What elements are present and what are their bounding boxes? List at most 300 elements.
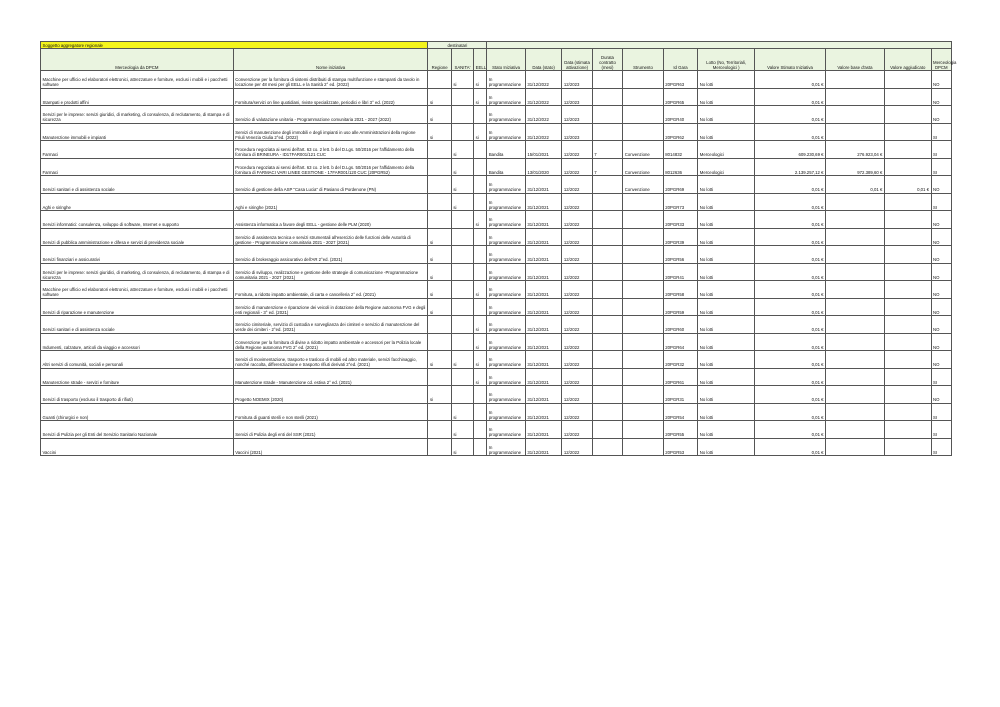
- col-strumento[interactable]: Strumento: [623, 49, 664, 71]
- cell-merceologia[interactable]: Servizi finanziari e assicurativi: [41, 246, 234, 264]
- cell-merceologia[interactable]: Farmaci: [41, 141, 234, 159]
- cell-regione[interactable]: [428, 141, 451, 159]
- col-valore-aggiudicato[interactable]: Valore aggiudicato: [884, 49, 931, 71]
- cell-eell[interactable]: [474, 228, 487, 246]
- cell-eell[interactable]: [474, 106, 487, 124]
- table-row[interactable]: [41, 351, 952, 369]
- cell-merceologia[interactable]: Servizi di Pulizia per gli Enti del Servizio Sanitario Nazionale: [41, 421, 234, 439]
- cell-data-attivazione[interactable]: 12/2022: [562, 403, 592, 421]
- cell-stato[interactable]: Bandita: [487, 158, 526, 176]
- cell-valore-stimato[interactable]: 0,01 €: [755, 333, 826, 351]
- cell-id-gara[interactable]: 20PGR58: [663, 281, 697, 299]
- cell-lotto[interactable]: No lotti: [698, 193, 755, 211]
- cell-id-gara[interactable]: 20PGR60: [663, 316, 697, 334]
- cell-id-gara[interactable]: 20PGR73: [663, 193, 697, 211]
- cell-stato[interactable]: In programmazione: [487, 246, 526, 264]
- cell-lotto[interactable]: No lotti: [698, 421, 755, 439]
- cell-sanita[interactable]: si: [451, 421, 473, 439]
- cell-data-attivazione[interactable]: 12/2022: [562, 228, 592, 246]
- cell-valore-base[interactable]: 972.389,60 €: [826, 158, 885, 176]
- cell-merceologia-dpcm[interactable]: NO: [931, 176, 951, 194]
- cell-sanita[interactable]: si: [451, 193, 473, 211]
- cell-valore-base[interactable]: [826, 368, 885, 386]
- cell-valore-base[interactable]: [826, 88, 885, 106]
- cell-nome[interactable]: Servizio di sviluppo, realizzazione e gestione delle strategie di comunicazione -Programmazione comunitaria 2021 - 2027 (2021): [233, 263, 428, 281]
- cell-nome[interactable]: Procedura negoziata ai sensi dell'art. 63 co. 2 lett. b del D.Lgs. 50/2016 per l'affidamento della fornitura di BRINEURA - ID17FAR001/121 CUC: [233, 141, 428, 159]
- cell-lotto[interactable]: No lotti: [698, 403, 755, 421]
- cell-regione[interactable]: si: [428, 298, 451, 316]
- cell-valore-base[interactable]: [826, 298, 885, 316]
- cell-lotto[interactable]: No lotti: [698, 71, 755, 89]
- cell-valore-aggiudicato[interactable]: 0,01 €: [884, 176, 931, 194]
- cell-data-attivazione[interactable]: 12/2022: [562, 141, 592, 159]
- cell-id-gara[interactable]: 20PGR54: [663, 403, 697, 421]
- cell-data-stato[interactable]: 31/12/2021: [525, 211, 562, 229]
- cell-valore-base[interactable]: [826, 246, 885, 264]
- cell-valore-base[interactable]: [826, 211, 885, 229]
- table-row[interactable]: [41, 106, 952, 124]
- cell-strumento[interactable]: [623, 123, 664, 141]
- cell-valore-stimato[interactable]: 0,01 €: [755, 298, 826, 316]
- cell-stato[interactable]: In programmazione: [487, 351, 526, 369]
- cell-data-attivazione[interactable]: 12/2022: [562, 158, 592, 176]
- cell-nome[interactable]: Fornitura/servizi on line quotidiani, riviste specializzate, periodici e libri 3° ed. (2022): [233, 88, 428, 106]
- cell-data-attivazione[interactable]: 12/2023: [562, 71, 592, 89]
- cell-sanita[interactable]: si: [451, 158, 473, 176]
- cell-regione[interactable]: [428, 316, 451, 334]
- cell-data-attivazione[interactable]: 12/2022: [562, 211, 592, 229]
- cell-nome[interactable]: Vaccini (2021): [233, 438, 428, 456]
- cell-regione[interactable]: [428, 333, 451, 351]
- cell-strumento[interactable]: Convenzione: [623, 158, 664, 176]
- cell-valore-base[interactable]: [826, 123, 885, 141]
- cell-data-stato[interactable]: 31/12/2021: [525, 333, 562, 351]
- cell-stato[interactable]: In programmazione: [487, 211, 526, 229]
- cell-data-stato[interactable]: 31/12/2021: [525, 386, 562, 404]
- cell-strumento[interactable]: [623, 211, 664, 229]
- cell-strumento[interactable]: [623, 421, 664, 439]
- cell-stato[interactable]: In programmazione: [487, 438, 526, 456]
- cell-valore-base[interactable]: [826, 263, 885, 281]
- cell-merceologia[interactable]: Macchine per ufficio ed elaboratori elettronici, attrezzature e forniture, esclusi i mobili e i pacchetti software: [41, 281, 234, 299]
- cell-valore-aggiudicato[interactable]: [884, 88, 931, 106]
- cell-merceologia[interactable]: Guanti (chirurgici e non): [41, 403, 234, 421]
- cell-durata[interactable]: [592, 281, 622, 299]
- cell-eell[interactable]: si: [474, 281, 487, 299]
- cell-merceologia[interactable]: Macchine per ufficio ed elaboratori elettronici, attrezzature e forniture, esclusi i mobili e i pacchetti software: [41, 71, 234, 89]
- cell-stato[interactable]: In programmazione: [487, 106, 526, 124]
- cell-id-gara[interactable]: 20PGR55: [663, 421, 697, 439]
- cell-merceologia[interactable]: Manutenzione strade - servizi e forniture: [41, 368, 234, 386]
- cell-valore-aggiudicato[interactable]: [884, 333, 931, 351]
- cell-eell[interactable]: si: [474, 71, 487, 89]
- cell-sanita[interactable]: si: [451, 403, 473, 421]
- cell-valore-aggiudicato[interactable]: [884, 368, 931, 386]
- cell-nome[interactable]: Servizio di valutazione unitaria - Programmazione comunitaria 2021 - 2027 (2022): [233, 106, 428, 124]
- cell-strumento[interactable]: [623, 228, 664, 246]
- col-sanita[interactable]: SANITA': [451, 49, 473, 71]
- cell-merceologia-dpcm[interactable]: NO: [931, 246, 951, 264]
- cell-data-attivazione[interactable]: 12/2022: [562, 176, 592, 194]
- cell-id-gara[interactable]: 20PGR53: [663, 438, 697, 456]
- cell-nome[interactable]: Servizio cimiteriale, servizio di custodia e sorveglianza dei cimiteri e servizio di manutenzione del verde dei cimiteri - 2°ed. (2021): [233, 316, 428, 334]
- cell-merceologia[interactable]: Manutenzione immobili e impianti: [41, 123, 234, 141]
- cell-id-gara[interactable]: 8012636: [663, 158, 697, 176]
- cell-durata[interactable]: [592, 403, 622, 421]
- cell-merceologia[interactable]: Vaccini: [41, 438, 234, 456]
- cell-data-stato[interactable]: 31/12/2021: [525, 228, 562, 246]
- cell-eell[interactable]: [474, 386, 487, 404]
- cell-strumento[interactable]: Convenzione: [623, 141, 664, 159]
- cell-valore-stimato[interactable]: 0,01 €: [755, 281, 826, 299]
- cell-sanita[interactable]: [451, 316, 473, 334]
- cell-merceologia-dpcm[interactable]: NO: [931, 351, 951, 369]
- cell-lotto[interactable]: No lotti: [698, 316, 755, 334]
- cell-merceologia-dpcm[interactable]: SI: [931, 438, 951, 456]
- cell-eell[interactable]: si: [474, 351, 487, 369]
- table-row[interactable]: [41, 228, 952, 246]
- table-row[interactable]: [41, 421, 952, 439]
- cell-stato[interactable]: In programmazione: [487, 123, 526, 141]
- cell-id-gara[interactable]: 20PGR40: [663, 106, 697, 124]
- cell-valore-base[interactable]: [826, 333, 885, 351]
- cell-data-stato[interactable]: 31/12/2021: [525, 246, 562, 264]
- cell-lotto[interactable]: Merceologici: [698, 158, 755, 176]
- cell-eell[interactable]: [474, 438, 487, 456]
- col-valore-stimato[interactable]: Valore Stimato Iniziativa: [755, 49, 826, 71]
- cell-data-attivazione[interactable]: 12/2023: [562, 123, 592, 141]
- cell-lotto[interactable]: No lotti: [698, 263, 755, 281]
- cell-nome[interactable]: Servizio di gestione della ASP "Casa Lucia" di Pasiano di Pordenone (PN): [233, 176, 428, 194]
- cell-nome[interactable]: Procedura negoziata ai sensi dell'art. 63 co. 2 lett. b del D.Lgs. 50/2016 per l'affidamento della fornitura di FARMACI VARI LINEE GESTIONE - 17FAR001/120 CUC (20PGR52): [233, 158, 428, 176]
- cell-merceologia-dpcm[interactable]: NO: [931, 88, 951, 106]
- cell-regione[interactable]: [428, 421, 451, 439]
- cell-strumento[interactable]: [623, 403, 664, 421]
- cell-eell[interactable]: [474, 176, 487, 194]
- cell-strumento[interactable]: [623, 88, 664, 106]
- cell-lotto[interactable]: No lotti: [698, 333, 755, 351]
- cell-merceologia[interactable]: Servizi sanitari e di assistenza sociale: [41, 176, 234, 194]
- cell-eell[interactable]: [474, 193, 487, 211]
- cell-strumento[interactable]: [623, 386, 664, 404]
- cell-valore-base[interactable]: [826, 228, 885, 246]
- cell-durata[interactable]: [592, 88, 622, 106]
- cell-nome[interactable]: Aghi e siringhe (2021): [233, 193, 428, 211]
- cell-id-gara[interactable]: 20PGR31: [663, 386, 697, 404]
- cell-data-stato[interactable]: 31/12/2021: [525, 193, 562, 211]
- col-valore-base[interactable]: Valore base d'asta: [826, 49, 885, 71]
- cell-data-stato[interactable]: 31/12/2021: [525, 351, 562, 369]
- cell-nome[interactable]: Manutenzione strade - Manutenzione cd. estiva 2° ed. (2021): [233, 368, 428, 386]
- cell-durata[interactable]: [592, 228, 622, 246]
- cell-eell[interactable]: si: [474, 368, 487, 386]
- cell-durata[interactable]: [592, 368, 622, 386]
- cell-valore-stimato[interactable]: 0,01 €: [755, 368, 826, 386]
- cell-valore-aggiudicato[interactable]: [884, 211, 931, 229]
- cell-data-stato[interactable]: 31/12/2021: [525, 368, 562, 386]
- cell-data-stato[interactable]: 31/12/2022: [525, 123, 562, 141]
- cell-nome[interactable]: Servizi di movimentazione, trasporto e trasloco di mobili ed altro materiale, servizi facchinaggio, nonché raccolta, differenziazione e trasporto rifiuti derivati 2°ed. (2021): [233, 351, 428, 369]
- cell-id-gara[interactable]: 20PGR59: [663, 298, 697, 316]
- cell-data-attivazione[interactable]: 12/2022: [562, 386, 592, 404]
- table-row[interactable]: [41, 193, 952, 211]
- cell-regione[interactable]: [428, 438, 451, 456]
- cell-valore-base[interactable]: [826, 386, 885, 404]
- col-stato[interactable]: Stato Iniziativa: [487, 49, 526, 71]
- cell-stato[interactable]: In programmazione: [487, 386, 526, 404]
- cell-data-attivazione[interactable]: 12/2022: [562, 193, 592, 211]
- cell-stato[interactable]: In programmazione: [487, 298, 526, 316]
- cell-sanita[interactable]: si: [451, 438, 473, 456]
- table-row[interactable]: [41, 211, 952, 229]
- cell-id-gara[interactable]: 20PGR62: [663, 123, 697, 141]
- cell-merceologia-dpcm[interactable]: NO: [931, 106, 951, 124]
- cell-merceologia-dpcm[interactable]: NO: [931, 298, 951, 316]
- cell-merceologia-dpcm[interactable]: SI: [931, 158, 951, 176]
- cell-eell[interactable]: si: [474, 316, 487, 334]
- col-merceologia-dpcm[interactable]: Merceologia DPCM: [931, 49, 951, 71]
- cell-data-attivazione[interactable]: 12/2022: [562, 438, 592, 456]
- cell-merceologia-dpcm[interactable]: NO: [931, 263, 951, 281]
- cell-eell[interactable]: [474, 246, 487, 264]
- cell-strumento[interactable]: [623, 193, 664, 211]
- cell-data-attivazione[interactable]: 12/2022: [562, 351, 592, 369]
- cell-merceologia[interactable]: Servizi di pubblica amministrazione e difesa e servizi di previdenza sociale: [41, 228, 234, 246]
- cell-stato[interactable]: In programmazione: [487, 368, 526, 386]
- cell-data-stato[interactable]: 31/12/2021: [525, 438, 562, 456]
- cell-durata[interactable]: [592, 263, 622, 281]
- cell-nome[interactable]: Assistenza informatica a favore degli EELL - gestione delle PLM (2020): [233, 211, 428, 229]
- cell-valore-aggiudicato[interactable]: [884, 351, 931, 369]
- cell-merceologia-dpcm[interactable]: NO: [931, 281, 951, 299]
- cell-sanita[interactable]: [451, 246, 473, 264]
- cell-data-attivazione[interactable]: 12/2022: [562, 316, 592, 334]
- cell-valore-aggiudicato[interactable]: [884, 316, 931, 334]
- cell-strumento[interactable]: [623, 316, 664, 334]
- cell-valore-stimato[interactable]: 609.230,69 €: [755, 141, 826, 159]
- cell-durata[interactable]: [592, 193, 622, 211]
- cell-eell[interactable]: si: [474, 333, 487, 351]
- cell-nome[interactable]: Servizio di assistenza tecnica e servizi strumentali all'esercizio delle funzioni delle Autorità di gestione - Programmazione comunitaria 2021 - 2027 (2021): [233, 228, 428, 246]
- cell-valore-stimato[interactable]: 0,01 €: [755, 263, 826, 281]
- cell-durata[interactable]: [592, 176, 622, 194]
- cell-data-attivazione[interactable]: 12/2022: [562, 368, 592, 386]
- cell-valore-base[interactable]: [826, 316, 885, 334]
- cell-data-attivazione[interactable]: 12/2022: [562, 421, 592, 439]
- cell-nome[interactable]: Fornitura di guanti sterili e non sterili (2021): [233, 403, 428, 421]
- cell-lotto[interactable]: No lotti: [698, 368, 755, 386]
- cell-merceologia[interactable]: Altri servizi di comunità, sociali e personali: [41, 351, 234, 369]
- cell-valore-base[interactable]: [826, 438, 885, 456]
- cell-eell[interactable]: [474, 158, 487, 176]
- cell-lotto[interactable]: No lotti: [698, 88, 755, 106]
- cell-valore-stimato[interactable]: 0,01 €: [755, 193, 826, 211]
- cell-stato[interactable]: In programmazione: [487, 88, 526, 106]
- table-row[interactable]: [41, 141, 952, 159]
- cell-valore-base[interactable]: [826, 71, 885, 89]
- cell-data-attivazione[interactable]: 12/2022: [562, 333, 592, 351]
- cell-merceologia[interactable]: Servizi di riparazione e manutenzione: [41, 298, 234, 316]
- cell-strumento[interactable]: [623, 246, 664, 264]
- cell-regione[interactable]: si: [428, 386, 451, 404]
- cell-id-gara[interactable]: 20PGR63: [663, 71, 697, 89]
- cell-sanita[interactable]: [451, 386, 473, 404]
- col-merceologia[interactable]: Merceologia da DPCM: [41, 49, 234, 71]
- cell-stato[interactable]: In programmazione: [487, 281, 526, 299]
- table-row[interactable]: [41, 298, 952, 316]
- cell-durata[interactable]: [592, 421, 622, 439]
- cell-durata[interactable]: [592, 316, 622, 334]
- cell-durata[interactable]: [592, 351, 622, 369]
- cell-valore-base[interactable]: [826, 193, 885, 211]
- cell-valore-aggiudicato[interactable]: [884, 298, 931, 316]
- cell-stato[interactable]: In programmazione: [487, 71, 526, 89]
- col-eell[interactable]: EELL: [474, 49, 487, 71]
- cell-strumento[interactable]: [623, 263, 664, 281]
- cell-durata[interactable]: [592, 211, 622, 229]
- cell-valore-aggiudicato[interactable]: [884, 193, 931, 211]
- cell-valore-stimato[interactable]: 0,01 €: [755, 438, 826, 456]
- cell-stato[interactable]: In programmazione: [487, 421, 526, 439]
- cell-regione[interactable]: si: [428, 351, 451, 369]
- cell-durata[interactable]: [592, 298, 622, 316]
- cell-lotto[interactable]: No lotti: [698, 106, 755, 124]
- cell-data-attivazione[interactable]: 12/2023: [562, 88, 592, 106]
- cell-regione[interactable]: si: [428, 263, 451, 281]
- cell-strumento[interactable]: [623, 351, 664, 369]
- cell-id-gara[interactable]: 20PGR69: [663, 176, 697, 194]
- cell-valore-aggiudicato[interactable]: [884, 386, 931, 404]
- cell-strumento[interactable]: [623, 71, 664, 89]
- cell-valore-stimato[interactable]: 0,01 €: [755, 421, 826, 439]
- cell-merceologia-dpcm[interactable]: NO: [931, 71, 951, 89]
- cell-durata[interactable]: 7: [592, 158, 622, 176]
- cell-sanita[interactable]: si: [451, 351, 473, 369]
- cell-stato[interactable]: In programmazione: [487, 176, 526, 194]
- cell-valore-aggiudicato[interactable]: [884, 141, 931, 159]
- cell-eell[interactable]: si: [474, 211, 487, 229]
- cell-sanita[interactable]: [451, 263, 473, 281]
- table-row[interactable]: [41, 281, 952, 299]
- cell-merceologia[interactable]: Stampati e prodotti affini: [41, 88, 234, 106]
- cell-sanita[interactable]: [451, 228, 473, 246]
- cell-eell[interactable]: [474, 141, 487, 159]
- cell-sanita[interactable]: [451, 281, 473, 299]
- cell-lotto[interactable]: No lotti: [698, 438, 755, 456]
- cell-strumento[interactable]: [623, 368, 664, 386]
- cell-valore-aggiudicato[interactable]: [884, 71, 931, 89]
- cell-nome[interactable]: Servizio di brokeraggio assicurativo dell'AR 2°ed. (2021): [233, 246, 428, 264]
- col-data-stato[interactable]: Data (stato): [525, 49, 562, 71]
- cell-merceologia-dpcm[interactable]: NO: [931, 386, 951, 404]
- cell-valore-stimato[interactable]: 0,01 €: [755, 106, 826, 124]
- cell-data-stato[interactable]: 15/01/2021: [525, 141, 562, 159]
- cell-stato[interactable]: In programmazione: [487, 403, 526, 421]
- cell-stato[interactable]: In programmazione: [487, 228, 526, 246]
- cell-merceologia[interactable]: Indumenti, calzature, articoli da viaggio e accessori: [41, 333, 234, 351]
- cell-nome[interactable]: Servizi di manutenzione degli immobili e degli impianti in uso alle Amministrazioni della regione Friuli Venezia Giulia 2°ed. (2022): [233, 123, 428, 141]
- table-row[interactable]: [41, 246, 952, 264]
- cell-regione[interactable]: si: [428, 246, 451, 264]
- cell-merceologia-dpcm[interactable]: SI: [931, 123, 951, 141]
- cell-nome[interactable]: Servizi di Pulizia degli enti del SSR (2021): [233, 421, 428, 439]
- cell-data-attivazione[interactable]: 12/2022: [562, 263, 592, 281]
- cell-valore-aggiudicato[interactable]: [884, 106, 931, 124]
- cell-valore-stimato[interactable]: 0,01 €: [755, 123, 826, 141]
- cell-durata[interactable]: 7: [592, 141, 622, 159]
- cell-lotto[interactable]: No lotti: [698, 228, 755, 246]
- cell-merceologia[interactable]: Servizi di trasporto (escluso il trasporto di rifiuti): [41, 386, 234, 404]
- cell-durata[interactable]: [592, 246, 622, 264]
- cell-merceologia-dpcm[interactable]: NO: [931, 211, 951, 229]
- cell-stato[interactable]: In programmazione: [487, 263, 526, 281]
- cell-valore-base[interactable]: [826, 421, 885, 439]
- cell-eell[interactable]: [474, 403, 487, 421]
- table-row[interactable]: [41, 438, 952, 456]
- cell-strumento[interactable]: [623, 333, 664, 351]
- table-row[interactable]: [41, 88, 952, 106]
- cell-regione[interactable]: si: [428, 228, 451, 246]
- cell-lotto[interactable]: No lotti: [698, 351, 755, 369]
- cell-valore-aggiudicato[interactable]: [884, 158, 931, 176]
- cell-valore-base[interactable]: 0,01 €: [826, 176, 885, 194]
- cell-regione[interactable]: si: [428, 123, 451, 141]
- cell-data-stato[interactable]: 31/12/2022: [525, 106, 562, 124]
- cell-regione[interactable]: [428, 158, 451, 176]
- cell-merceologia[interactable]: Aghi e siringhe: [41, 193, 234, 211]
- table-row[interactable]: [41, 176, 952, 194]
- cell-data-attivazione[interactable]: 12/2022: [562, 281, 592, 299]
- cell-valore-base[interactable]: 276.923,04 €: [826, 141, 885, 159]
- cell-eell[interactable]: si: [474, 88, 487, 106]
- cell-valore-aggiudicato[interactable]: [884, 228, 931, 246]
- col-lotto[interactable]: Lotto (No, Territoriali, Merceologici ): [698, 49, 755, 71]
- cell-id-gara[interactable]: 20PGR41: [663, 263, 697, 281]
- cell-valore-stimato[interactable]: 0,01 €: [755, 403, 826, 421]
- cell-durata[interactable]: [592, 333, 622, 351]
- cell-nome[interactable]: Convenzione per la fornitura di divise a ridotto impatto ambientale e accessori per la Polizia locale della Regione autonoma FVG 2° ed. (2021): [233, 333, 428, 351]
- cell-strumento[interactable]: [623, 298, 664, 316]
- table-row[interactable]: [41, 368, 952, 386]
- cell-valore-aggiudicato[interactable]: [884, 403, 931, 421]
- cell-valore-base[interactable]: [826, 403, 885, 421]
- cell-merceologia[interactable]: Servizi sanitari e di assistenza sociale: [41, 316, 234, 334]
- cell-merceologia-dpcm[interactable]: NO: [931, 316, 951, 334]
- cell-lotto[interactable]: No lotti: [698, 123, 755, 141]
- cell-id-gara[interactable]: 8014832: [663, 141, 697, 159]
- cell-strumento[interactable]: [623, 281, 664, 299]
- col-nome[interactable]: Nome iniziativa: [233, 49, 428, 71]
- cell-merceologia-dpcm[interactable]: SI: [931, 193, 951, 211]
- cell-nome[interactable]: Fornitura, a ridotto impatto ambientale, di carta e cancelleria 2° ed. (2021): [233, 281, 428, 299]
- cell-durata[interactable]: [592, 123, 622, 141]
- cell-lotto[interactable]: No lotti: [698, 246, 755, 264]
- cell-eell[interactable]: [474, 298, 487, 316]
- cell-data-stato[interactable]: 31/12/2021: [525, 403, 562, 421]
- cell-stato[interactable]: In programmazione: [487, 193, 526, 211]
- cell-merceologia-dpcm[interactable]: SI: [931, 141, 951, 159]
- col-durata[interactable]: Durata contratto (mesi): [592, 49, 622, 71]
- table-row[interactable]: [41, 158, 952, 176]
- cell-data-stato[interactable]: 31/12/2022: [525, 88, 562, 106]
- cell-id-gara[interactable]: 20PGR64: [663, 333, 697, 351]
- cell-data-stato[interactable]: 31/12/2022: [525, 71, 562, 89]
- cell-lotto[interactable]: Merceologici: [698, 141, 755, 159]
- cell-sanita[interactable]: [451, 106, 473, 124]
- table-row[interactable]: [41, 71, 952, 89]
- cell-valore-stimato[interactable]: 0,01 €: [755, 386, 826, 404]
- cell-valore-aggiudicato[interactable]: [884, 281, 931, 299]
